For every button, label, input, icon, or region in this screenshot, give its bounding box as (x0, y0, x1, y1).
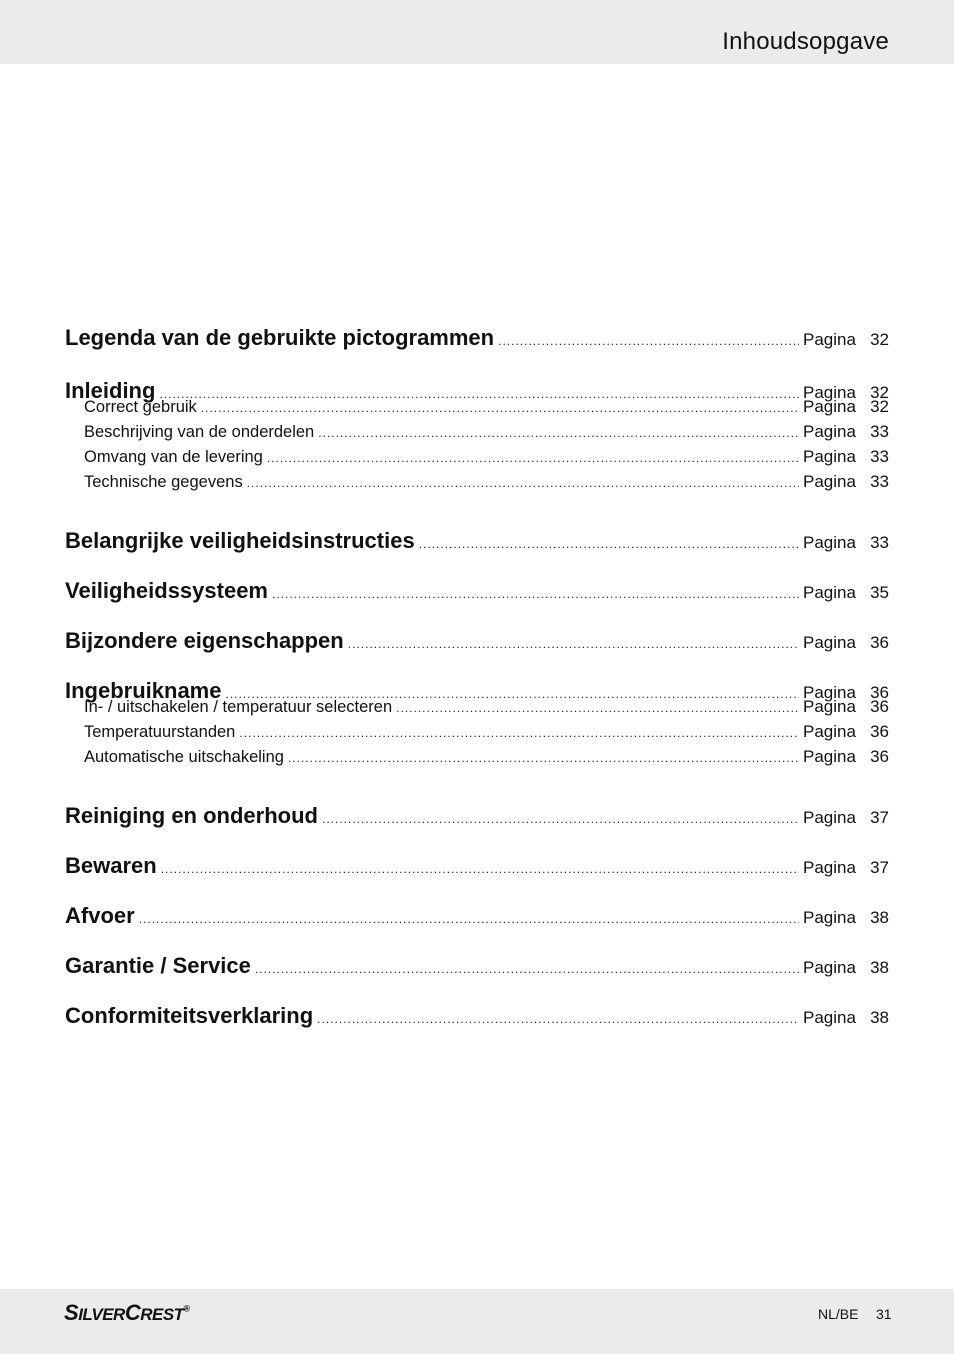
toc-page-word: Pagina (803, 747, 856, 766)
toc-page-number: 37 (870, 808, 889, 827)
toc-page-number: 33 (870, 472, 889, 491)
toc-leader-dots (247, 476, 799, 490)
toc-page-word: Pagina (803, 958, 856, 977)
toc-entry-label: Veiligheidssysteem (65, 578, 268, 603)
toc-entry[interactable] (65, 372, 889, 403)
toc-page-number: 36 (870, 722, 889, 741)
toc-page-number: 32 (870, 383, 889, 402)
toc-entry-label: Temperatuurstanden (84, 723, 236, 741)
toc-entry-label: In- / uitschakelen / temperatuur selecteren (84, 698, 393, 716)
brand-letters: ILVER (78, 1305, 125, 1324)
toc-entry-label: Omvang van de levering (84, 448, 263, 466)
toc-entry-label: Legenda van de gebruikte pictogrammen (65, 325, 495, 350)
toc-entry-label: Garantie / Service (65, 953, 251, 978)
toc-page-word: Pagina (803, 858, 856, 877)
toc-page-number: 32 (870, 397, 889, 416)
toc-page-number: 36 (870, 633, 889, 652)
toc-subentry[interactable] (65, 422, 889, 447)
toc-page-number: 32 (870, 330, 889, 349)
toc-subentry[interactable] (65, 397, 889, 422)
toc-leader-dots (322, 812, 799, 826)
toc-page-word: Pagina (803, 908, 856, 927)
toc-entry[interactable] (65, 997, 889, 1047)
toc-page-number: 33 (870, 422, 889, 441)
toc-page-number: 36 (870, 747, 889, 766)
toc-subentry[interactable] (65, 697, 889, 722)
toc-entry-label: Reiniging en onderhoud (65, 803, 318, 828)
table-of-contents (65, 322, 889, 1047)
toc-entry-label: Inleiding (65, 378, 156, 403)
toc-leader-dots (348, 637, 799, 651)
toc-page-number: 38 (870, 1008, 889, 1027)
toc-leader-dots (139, 912, 799, 926)
footer-language: NL/BE (818, 1306, 859, 1322)
toc-entry-label: Afvoer (65, 903, 135, 928)
toc-entry-label: Belangrijke veiligheidsinstructies (65, 528, 415, 553)
toc-page-word: Pagina (803, 472, 856, 491)
toc-entry[interactable] (65, 622, 889, 672)
brand-letters: REST (140, 1305, 184, 1324)
toc-page-word: Pagina (803, 1008, 856, 1027)
toc-entry-label: Conformiteitsverklaring (65, 1003, 314, 1028)
toc-page-word: Pagina (803, 633, 856, 652)
toc-page-number: 36 (870, 697, 889, 716)
registered-mark: ® (183, 1303, 190, 1314)
toc-entry[interactable] (65, 672, 889, 703)
toc-subentry[interactable] (65, 747, 889, 772)
toc-page-word: Pagina (803, 447, 856, 466)
toc-page-number: 33 (870, 447, 889, 466)
toc-page-number: 35 (870, 583, 889, 602)
toc-page-number: 37 (870, 858, 889, 877)
toc-entry-label: Ingebruikname (65, 678, 222, 703)
toc-leader-dots (255, 962, 799, 976)
toc-entry-label: Bijzondere eigenschappen (65, 628, 344, 653)
toc-leader-dots (267, 451, 799, 465)
toc-page-number: 36 (870, 683, 889, 702)
toc-entry[interactable] (65, 897, 889, 947)
toc-leader-dots (396, 701, 799, 715)
toc-page-word: Pagina (803, 533, 856, 552)
toc-page-word: Pagina (803, 397, 856, 416)
toc-entry-label: Beschrijving van de onderdelen (84, 423, 315, 441)
toc-page-word: Pagina (803, 383, 856, 402)
toc-entry[interactable] (65, 797, 889, 847)
toc-entry-label: Bewaren (65, 853, 157, 878)
footer-page-number: 31 (876, 1306, 892, 1322)
toc-leader-dots (272, 587, 799, 601)
toc-page-word: Pagina (803, 683, 856, 702)
toc-leader-dots (288, 751, 799, 765)
toc-page-number: 38 (870, 958, 889, 977)
toc-entry[interactable] (65, 322, 889, 372)
toc-leader-dots (419, 537, 799, 551)
toc-page-word: Pagina (803, 722, 856, 741)
toc-leader-dots (161, 862, 799, 876)
toc-leader-dots (159, 387, 799, 401)
toc-leader-dots (201, 401, 799, 415)
toc-leader-dots (498, 334, 799, 348)
page-title: Inhoudsopgave (722, 28, 889, 55)
toc-leader-dots (317, 1012, 799, 1026)
toc-page-word: Pagina (803, 697, 856, 716)
toc-page-word: Pagina (803, 330, 856, 349)
toc-entry[interactable] (65, 572, 889, 622)
brand-letter: C (124, 1300, 141, 1325)
toc-subentry[interactable] (65, 722, 889, 747)
toc-page-word: Pagina (803, 583, 856, 602)
toc-entry[interactable] (65, 522, 889, 572)
toc-entry-label: Automatische uitschakeling (84, 748, 284, 766)
toc-entry[interactable] (65, 847, 889, 897)
toc-page-word: Pagina (803, 422, 856, 441)
brand-letter: S (64, 1300, 79, 1325)
toc-leader-dots (318, 426, 799, 440)
toc-subentry[interactable] (65, 447, 889, 472)
toc-subentry[interactable] (65, 472, 889, 497)
toc-page-number: 38 (870, 908, 889, 927)
toc-page-number: 33 (870, 533, 889, 552)
toc-entry-label: Correct gebruik (84, 398, 197, 416)
brand-logo (64, 1300, 190, 1326)
toc-entry[interactable] (65, 947, 889, 997)
toc-entry-label: Technische gegevens (84, 473, 243, 491)
toc-leader-dots (239, 726, 799, 740)
toc-page-word: Pagina (803, 808, 856, 827)
